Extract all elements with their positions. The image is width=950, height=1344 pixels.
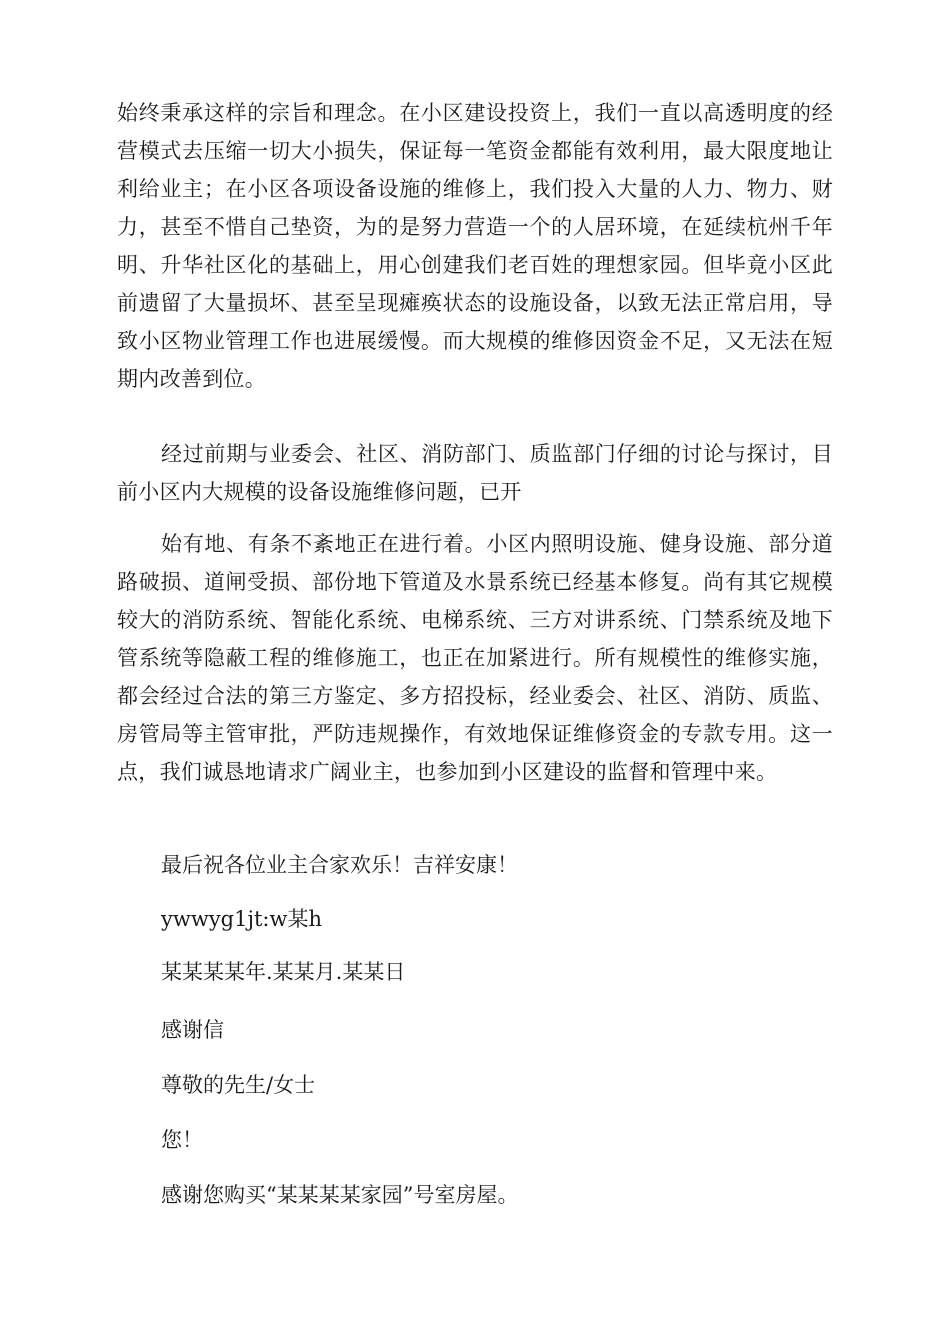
signature-line: ywwyg1jt:w某h [161,907,323,931]
closing-wishes: 最后祝各位业主合家欢乐！吉祥安康！ [161,853,518,877]
paragraph-construction-investment: 始终秉承这样的宗旨和理念。在小区建设投资上，我们一直以高透明度的经营模式去压缩一切大小损失，保证每一笔资金都能有效利用，最大限度地让利给业主；在小区各项设备设施的维修上，我们投入大量的人力、物力、财力，甚至不惜自己垫资，为的是努力营造一个的人居环境，在延续杭州千年明、升华社区化的基础上，用心创建我们老百姓的理想家园。但毕竟小区此前遗留了大量损坏、甚至呈现瘫痪状态的设施设备，以致无法正常启用，导致小区物业管理工作也进展缓慢。而大规模的维修因资金不足，又无法在短期内改善到位。 [117,101,833,391]
paragraph-repair-progress: 始有地、有条不紊地正在进行着。小区内照明设施、健身设施、部分道路破损、道闸受损、部份地下管道及水景系统已经基本修复。尚有其它规模较大的消防系统、智能化系统、电梯系统、三方对讲系统、门禁系统及地下管系统等隐蔽工程的维修施工，也正在加紧进行。所有规模性的维修实施，都会经过合法的第三方鉴定、多方招投标，经业委会、社区、消防、质监、房管局等主管审批，严防违规操作，有效地保证维修资金的专款专用。这一点，我们诚恳地请求广阔业主，也参加到小区建设的监督和管理中来。 [117,532,833,784]
letter-salutation: 尊敬的先生/女士 [161,1073,316,1097]
letter-title: 感谢信 [161,1018,224,1042]
letter-greeting: 您！ [161,1128,203,1152]
date-line: 某某某某年.某某月.某某日 [161,960,406,984]
paragraph-maintenance-discussion: 经过前期与业委会、社区、消防部门、质监部门仔细的讨论与探讨，目前小区内大规模的设备设施维修问题，已开 [117,442,833,504]
letter-first-line: 感谢您购买“某某某某家园”号室房屋。 [161,1183,519,1207]
